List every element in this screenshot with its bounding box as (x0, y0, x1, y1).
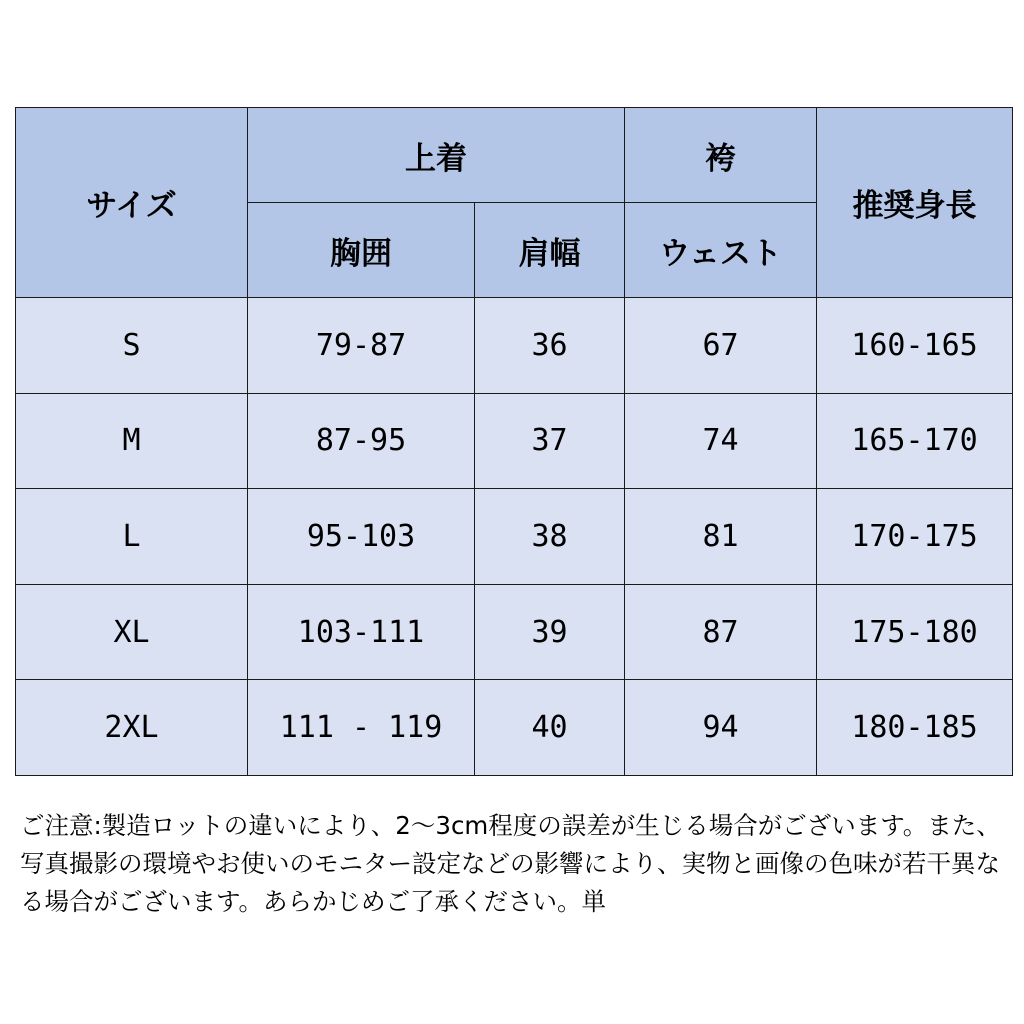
height-cell: 160-165 (817, 298, 1013, 394)
header-hakama: 袴 (625, 108, 817, 203)
waist-cell: 87 (625, 584, 817, 680)
waist-cell: 94 (625, 680, 817, 776)
table-row (16, 489, 1013, 585)
table-row (16, 680, 1013, 776)
header-chest: 胸囲 (248, 203, 475, 298)
chest-cell: 79-87 (248, 298, 475, 394)
notice-text: ご注意:製造ロットの違いにより、2〜3cm程度の誤差が生じる場合がございます。また、写真撮影の環境やお使いのモニター設定などの影響により、実物と画像の色味が若干異なる場合がございます。あらかじめご了承ください。単 (20, 811, 1001, 916)
shoulder-cell: 39 (475, 584, 625, 680)
height-cell: 180-185 (817, 680, 1013, 776)
height-cell: 170-175 (817, 489, 1013, 585)
size-cell: L (16, 489, 248, 585)
header-size: サイズ (16, 108, 248, 298)
waist-cell: 67 (625, 298, 817, 394)
chest-cell: 103-111 (248, 584, 475, 680)
header-waist: ウェスト (625, 203, 817, 298)
waist-cell: 81 (625, 489, 817, 585)
shoulder-cell: 38 (475, 489, 625, 585)
table-row (16, 584, 1013, 680)
height-cell: 165-170 (817, 393, 1013, 489)
size-cell: S (16, 298, 248, 394)
size-cell: 2XL (16, 680, 248, 776)
header-recommended-height: 推奨身長 (817, 108, 1013, 298)
height-cell: 175-180 (817, 584, 1013, 680)
header-row-1 (16, 108, 1013, 203)
chest-cell: 95-103 (248, 489, 475, 585)
size-cell: XL (16, 584, 248, 680)
size-cell: M (16, 393, 248, 489)
shoulder-cell: 40 (475, 680, 625, 776)
header-top-garment: 上着 (248, 108, 625, 203)
shoulder-cell: 36 (475, 298, 625, 394)
size-chart-table (15, 107, 1013, 776)
chest-cell: 87-95 (248, 393, 475, 489)
shoulder-cell: 37 (475, 393, 625, 489)
chest-cell: 111 - 119 (248, 680, 475, 776)
table-row (16, 393, 1013, 489)
header-shoulder: 肩幅 (475, 203, 625, 298)
waist-cell: 74 (625, 393, 817, 489)
table-row (16, 298, 1013, 394)
